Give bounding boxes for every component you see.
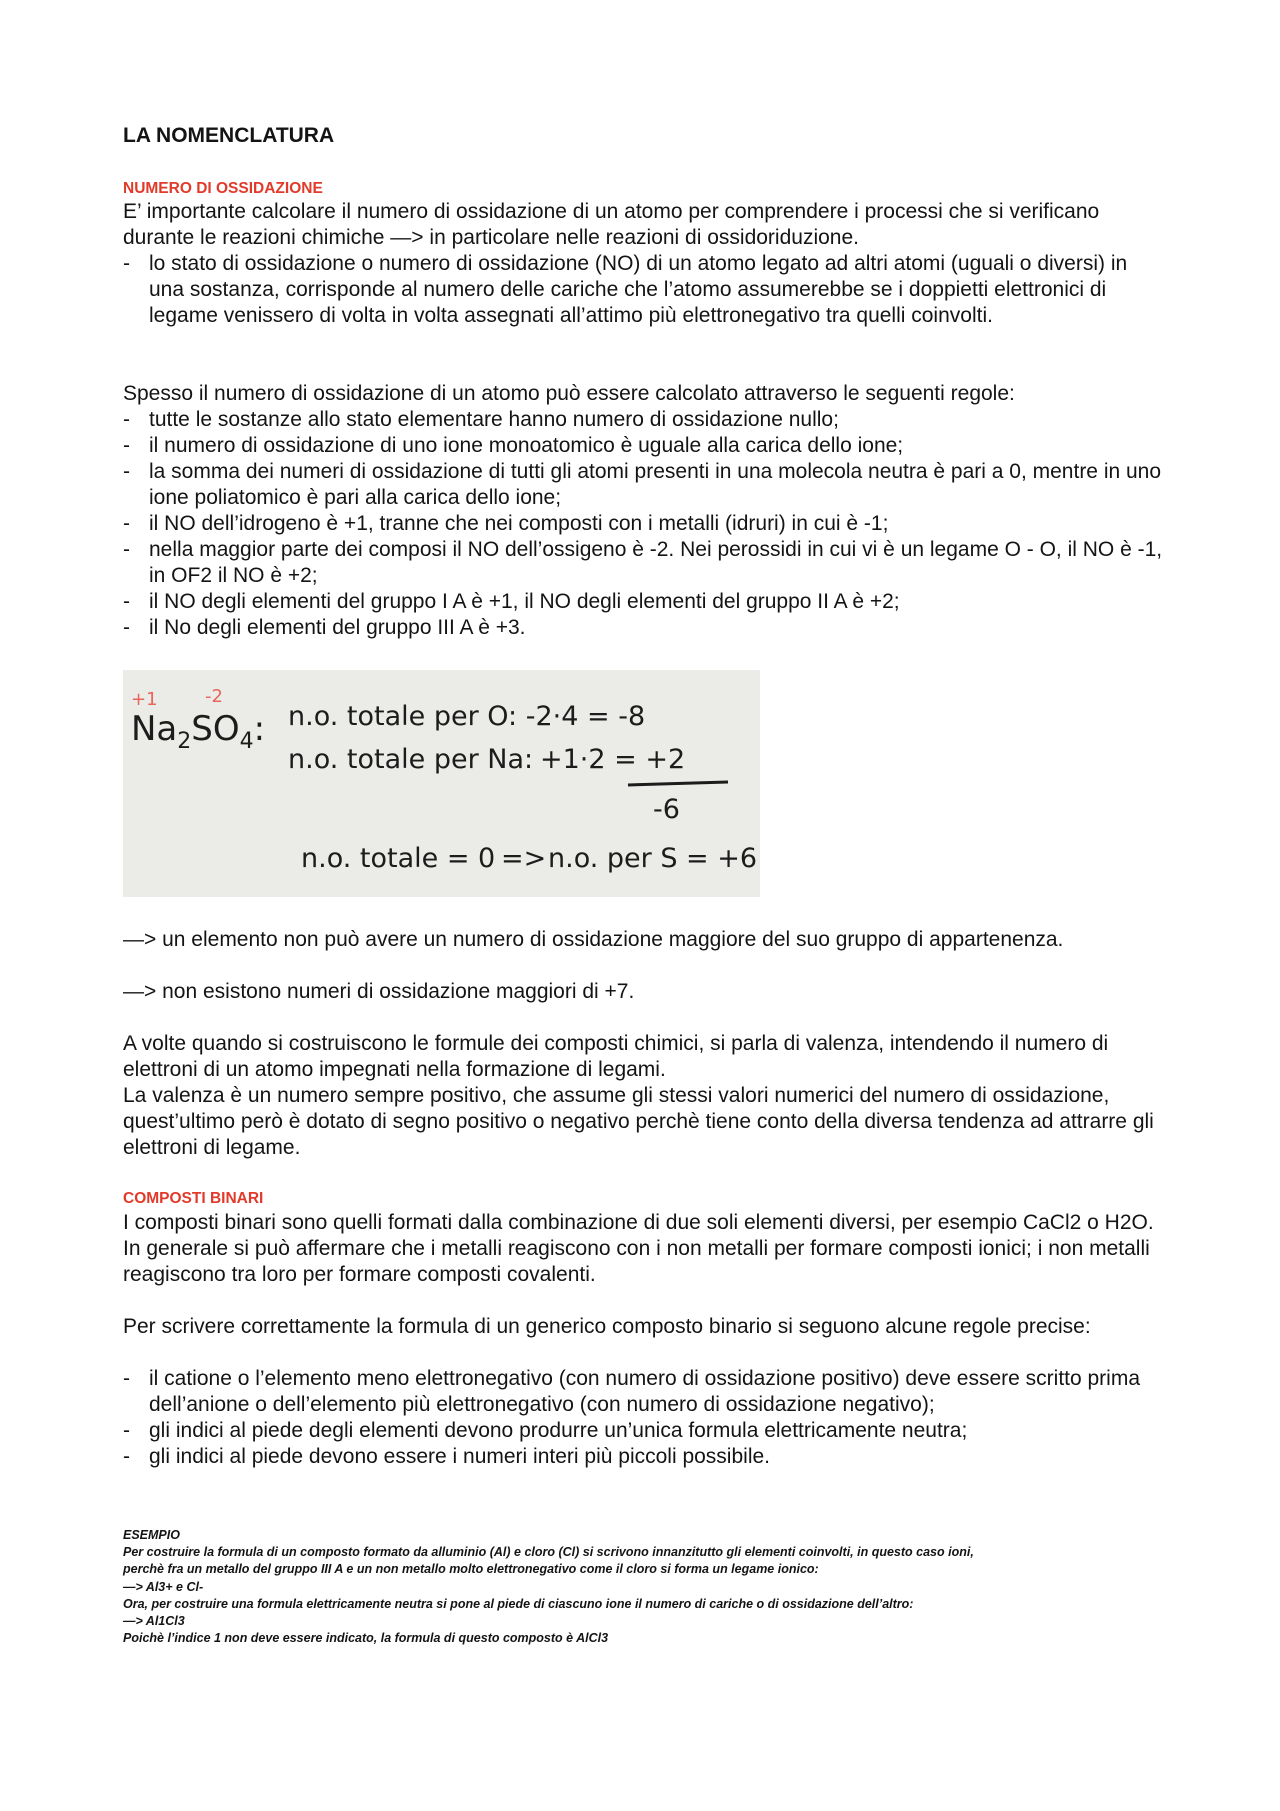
dash-marker: - <box>123 616 130 639</box>
binary-rules-intro: Per scrivere correttamente la formula di un generico composto binario si seguono alcune regole precise: <box>123 1315 1091 1338</box>
dash-marker: - <box>123 434 130 457</box>
dash-marker: - <box>123 512 130 535</box>
charge-label-o: -2 <box>205 686 223 707</box>
definition-text: lo stato di ossidazione o numero di ossidazione (NO) di un atomo legato ad altri atomi (uguali o diversi) in una sostanza, corrisponde al numero delle cariche che l’atomo assumerebbe se i doppietti elettronici di legame venissero di volta in volta assegnati all’attimo più elettronegativo tra quelli coinvolti. <box>149 252 1128 327</box>
rule-text: la somma dei numeri di ossidazione di tutti gli atomi presenti in una molecola neutra è pari a 0, mentre in uno ione poliatomico è pari alla carica dello ione; <box>149 460 1162 509</box>
board-line-total-label: n.o. totale = 0 <box>301 843 496 874</box>
list-item <box>123 433 1168 459</box>
board-line-oxygen: n.o. totale per O: -2·4 = -8 <box>288 701 646 732</box>
oxidation-rules-list <box>123 407 1168 641</box>
example-line: Poichè l’indice 1 non deve essere indicato, la formula di questo composto è AlCl3 <box>123 1631 609 1646</box>
dash-marker: - <box>123 1419 130 1442</box>
board-line-sum: -6 <box>653 794 680 825</box>
example-label: ESEMPIO <box>123 1528 180 1542</box>
rule-text: tutte le sostanze allo stato elementare hanno numero di ossidazione nullo; <box>149 408 839 431</box>
intro-paragraph: E’ importante calcolare il numero di ossidazione di un atomo per comprendere i processi che si verificano durante le reazioni chimiche —> in particolare nelle reazioni di ossidoriduzione. <box>123 200 1100 249</box>
example-line: perchè fra un metallo del gruppo III A e un non metallo molto elettronegativo come il cloro si forma un legame ionico: <box>123 1562 819 1577</box>
list-item <box>123 537 1168 589</box>
example-block <box>123 1527 1183 1647</box>
binary-intro-paragraph: I composti binari sono quelli formati dalla combinazione di due soli elementi diversi, per esempio CaCl2 o H2O. In generale si può affermare che i metalli reagiscono con i non metalli per formare composti ionici; i non metalli reagiscono tra loro per formare composti covalenti. <box>123 1211 1154 1286</box>
example-line: Per costruire la formula di un composto formato da alluminio (Al) e cloro (Cl) si scrivono innanzitutto gli elementi coinvolti, in questo caso ioni, <box>123 1545 974 1560</box>
dash-marker: - <box>123 252 130 275</box>
example-line: —> Al3+ e Cl- <box>123 1579 204 1594</box>
dash-marker: - <box>123 460 130 483</box>
board-line-sodium-label: n.o. totale per Na: <box>288 744 534 775</box>
board-line-arrow: => <box>501 843 547 874</box>
definition-list <box>123 251 1168 329</box>
list-item <box>123 511 1168 537</box>
rules-intro: Spesso il numero di ossidazione di un atomo può essere calcolato attraverso le seguenti regole: <box>123 382 1015 405</box>
dash-marker: - <box>123 1445 130 1468</box>
list-item <box>123 615 1168 641</box>
rule-text: il NO dell’idrogeno è +1, tranne che nei composti con i metalli (idruri) in cui è -1; <box>149 512 889 535</box>
valence-paragraph: La valenza è un numero sempre positivo, che assume gli stessi valori numerici del numero di ossidazione, quest’ultimo però è dotato di segno positivo o negativo perchè tiene conto della diversa tendenza ad attrarre gli elettroni di legame. <box>123 1084 1154 1159</box>
rule-text: il No degli elementi del gruppo III A è +3. <box>149 616 526 639</box>
board-line-sodium-value: +1·2 = +2 <box>540 744 686 775</box>
list-item <box>123 589 1168 615</box>
dash-marker: - <box>123 408 130 431</box>
list-item <box>123 251 1168 329</box>
rule-text: nella maggior parte dei composi il NO dell’ossigeno è -2. Nei perossidi in cui vi è un legame O - O, il NO è -1, in OF2 il NO è +2; <box>149 538 1163 587</box>
whiteboard-photo <box>123 670 760 897</box>
section-heading-oxidation: NUMERO DI OSSIDAZIONE <box>123 180 323 197</box>
board-line-sulfur: n.o. per S = +6 <box>548 843 758 874</box>
whiteboard-drawing <box>123 670 760 897</box>
list-item <box>123 459 1168 511</box>
example-line: Ora, per costruire una formula elettricamente neutra si pone al piede di ciascuno ione il numero di cariche o di ossidazione dell’altro: <box>123 1596 914 1611</box>
rule-text: il numero di ossidazione di uno ione monoatomico è uguale alla carica dello ione; <box>149 434 904 457</box>
binary-rules-list <box>123 1366 1168 1470</box>
rule-text: gli indici al piede degli elementi devono produrre un’unica formula elettricamente neutra; <box>149 1419 968 1442</box>
note-paragraph: —> non esistono numeri di ossidazione maggiori di +7. <box>123 980 635 1003</box>
rule-text: il NO degli elementi del gruppo I A è +1, il NO degli elementi del gruppo II A è +2; <box>149 590 900 613</box>
dash-marker: - <box>123 1367 130 1390</box>
sum-underline <box>628 782 728 785</box>
page-title: LA NOMENCLATURA <box>123 124 335 147</box>
section-heading-binary: COMPOSTI BINARI <box>123 1190 264 1207</box>
valence-paragraph: A volte quando si costruiscono le formule dei composti chimici, si parla di valenza, intendendo il numero di elettroni di un atomo impegnati nella formazione di legami. <box>123 1032 1109 1081</box>
list-item <box>123 1444 1168 1470</box>
rule-text: il catione o l’elemento meno elettronegativo (con numero di ossidazione positivo) deve essere scritto prima dell’anione o dell’elemento più elettronegativo (con numero di ossidazione negativo); <box>149 1367 1141 1416</box>
list-item <box>123 1366 1168 1418</box>
charge-label-na: +1 <box>131 689 158 710</box>
rule-text: gli indici al piede devono essere i numeri interi più piccoli possibile. <box>149 1445 770 1468</box>
dash-marker: - <box>123 538 130 561</box>
dash-marker: - <box>123 590 130 613</box>
example-line: —> Al1Cl3 <box>123 1614 185 1629</box>
list-item <box>123 407 1168 433</box>
formula-text: $Na_2SO_4$: <box>131 709 266 754</box>
list-item <box>123 1418 1168 1444</box>
note-paragraph: —> un elemento non può avere un numero di ossidazione maggiore del suo gruppo di appartenenza. <box>123 928 1064 951</box>
